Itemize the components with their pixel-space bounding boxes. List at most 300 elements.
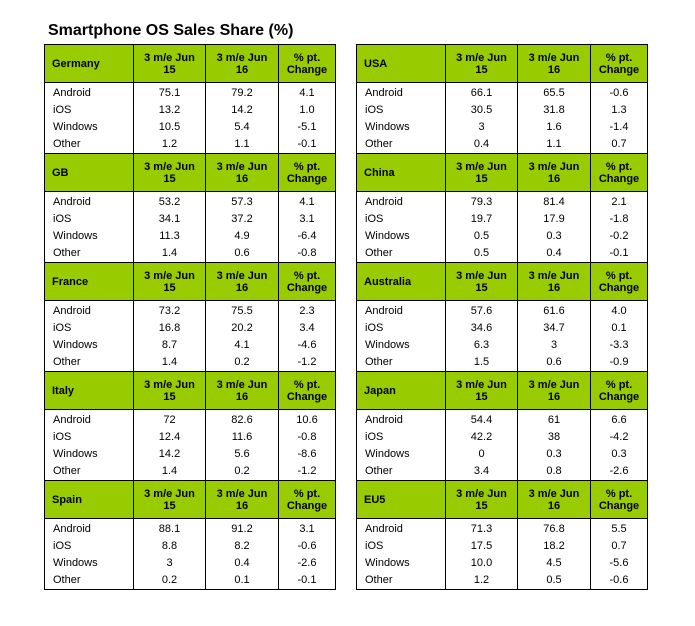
os-name-cell: Android xyxy=(357,83,446,103)
region-header-row xyxy=(45,154,336,192)
region-header-row xyxy=(45,263,336,301)
os-name-cell: Android xyxy=(45,192,134,212)
table-body-right xyxy=(357,45,648,590)
sales-share-table-left xyxy=(44,44,336,590)
column-header-line: 3 m/e Jun xyxy=(528,51,580,64)
os-name-cell: Other xyxy=(357,572,446,590)
column-header-line: 16 xyxy=(547,172,561,185)
value-jun15-cell: 66.1 xyxy=(446,83,518,103)
column-header-line: 3 m/e Jun xyxy=(144,51,195,64)
column-header xyxy=(518,154,591,192)
table-row xyxy=(357,337,648,354)
column-header xyxy=(279,372,336,410)
value-jun15-cell: 19.7 xyxy=(446,211,518,228)
column-header-line: 3 m/e Jun xyxy=(216,160,268,173)
value-jun16-cell: 14.2 xyxy=(206,102,279,119)
os-name-cell: iOS xyxy=(357,211,446,228)
value-jun16-cell: 34.7 xyxy=(518,320,591,337)
value-jun16-cell: 0.2 xyxy=(206,463,279,481)
table-row xyxy=(357,519,648,539)
column-header-line: % pt. xyxy=(293,160,321,173)
column-header-line: 15 xyxy=(163,499,176,512)
value-jun15-cell: 0.5 xyxy=(446,245,518,263)
region-header-row xyxy=(45,481,336,519)
column-header-line: 15 xyxy=(163,390,176,403)
value-jun16-cell: 0.3 xyxy=(518,446,591,463)
value-jun16-cell: 8.2 xyxy=(206,538,279,555)
value-jun16-cell: 0.6 xyxy=(518,354,591,372)
column-header xyxy=(591,481,648,519)
table-body-left xyxy=(45,45,336,590)
column-header-line: % pt. xyxy=(605,487,633,500)
value-jun16-cell: 3 xyxy=(518,337,591,354)
column-header-line: Change xyxy=(598,390,640,403)
change-cell: -0.6 xyxy=(591,572,648,590)
column-header-line: Change xyxy=(598,499,640,512)
column-header xyxy=(134,154,206,192)
change-cell: 3.4 xyxy=(279,320,336,337)
value-jun16-cell: 75.5 xyxy=(206,301,279,321)
change-cell: -0.1 xyxy=(279,136,336,154)
table-row xyxy=(45,337,336,354)
column-header xyxy=(279,481,336,519)
value-jun15-cell: 71.3 xyxy=(446,519,518,539)
table-row xyxy=(45,410,336,430)
os-name-cell: Windows xyxy=(45,555,134,572)
table-row xyxy=(357,463,648,481)
region-label: Spain xyxy=(45,481,134,519)
table-row xyxy=(45,245,336,263)
column-header-line: 3 m/e Jun xyxy=(216,487,268,500)
value-jun16-cell: 11.6 xyxy=(206,429,279,446)
table-row xyxy=(357,211,648,228)
column-header xyxy=(446,263,518,301)
os-name-cell: Other xyxy=(357,245,446,263)
os-name-cell: Windows xyxy=(357,337,446,354)
value-jun16-cell: 4.9 xyxy=(206,228,279,245)
change-cell: -8.6 xyxy=(279,446,336,463)
value-jun15-cell: 75.1 xyxy=(134,83,206,103)
change-cell: -2.6 xyxy=(279,555,336,572)
column-header-line: Change xyxy=(286,390,328,403)
value-jun15-cell: 8.8 xyxy=(134,538,206,555)
change-cell: 1.3 xyxy=(591,102,648,119)
value-jun15-cell: 3.4 xyxy=(446,463,518,481)
os-name-cell: Other xyxy=(45,463,134,481)
column-header xyxy=(134,263,206,301)
table-row xyxy=(45,555,336,572)
column-header-line: 3 m/e Jun xyxy=(456,269,507,282)
region-label: France xyxy=(45,263,134,301)
table-row xyxy=(45,136,336,154)
table-row xyxy=(357,555,648,572)
value-jun16-cell: 0.5 xyxy=(518,572,591,590)
value-jun15-cell: 53.2 xyxy=(134,192,206,212)
value-jun15-cell: 34.1 xyxy=(134,211,206,228)
table-row xyxy=(357,354,648,372)
value-jun16-cell: 18.2 xyxy=(518,538,591,555)
value-jun16-cell: 65.5 xyxy=(518,83,591,103)
value-jun16-cell: 0.4 xyxy=(518,245,591,263)
change-cell: 3.1 xyxy=(279,519,336,539)
value-jun15-cell: 1.4 xyxy=(134,463,206,481)
region-label: GB xyxy=(45,154,134,192)
region-header-row xyxy=(357,263,648,301)
table-row xyxy=(357,446,648,463)
region-label: China xyxy=(357,154,446,192)
column-header-line: % pt. xyxy=(605,378,633,391)
value-jun15-cell: 0.5 xyxy=(446,228,518,245)
change-cell: 1.0 xyxy=(279,102,336,119)
value-jun15-cell: 1.4 xyxy=(134,354,206,372)
column-header-line: 3 m/e Jun xyxy=(456,160,507,173)
column-header-line: 16 xyxy=(235,390,249,403)
column-header xyxy=(279,263,336,301)
change-cell: 4.0 xyxy=(591,301,648,321)
column-header-line: 3 m/e Jun xyxy=(528,160,580,173)
os-name-cell: Windows xyxy=(45,337,134,354)
os-name-cell: Windows xyxy=(357,555,446,572)
os-name-cell: Other xyxy=(45,354,134,372)
column-header xyxy=(591,372,648,410)
region-header-row xyxy=(357,154,648,192)
value-jun15-cell: 13.2 xyxy=(134,102,206,119)
column-header-line: 3 m/e Jun xyxy=(144,160,195,173)
column-header xyxy=(206,263,279,301)
change-cell: -6.4 xyxy=(279,228,336,245)
column-header-line: % pt. xyxy=(605,269,633,282)
column-header-line: 3 m/e Jun xyxy=(144,378,195,391)
change-cell: -0.8 xyxy=(279,429,336,446)
column-header-line: % pt. xyxy=(605,160,633,173)
column-header-line: 15 xyxy=(163,281,176,294)
table-row xyxy=(357,320,648,337)
change-cell: 4.1 xyxy=(279,192,336,212)
region-header-row xyxy=(45,372,336,410)
column-header-line: 3 m/e Jun xyxy=(456,378,507,391)
column-header-line: 3 m/e Jun xyxy=(216,378,268,391)
os-name-cell: Windows xyxy=(45,119,134,136)
change-cell: -0.1 xyxy=(279,572,336,590)
change-cell: 10.6 xyxy=(279,410,336,430)
column-header-line: 16 xyxy=(547,281,561,294)
table-row xyxy=(357,538,648,555)
table-row xyxy=(357,301,648,321)
table-row xyxy=(357,228,648,245)
column-header-line: 3 m/e Jun xyxy=(456,51,507,64)
region-label: Japan xyxy=(357,372,446,410)
change-cell: -2.6 xyxy=(591,463,648,481)
os-name-cell: iOS xyxy=(45,102,134,119)
value-jun16-cell: 0.3 xyxy=(518,228,591,245)
column-header-line: 16 xyxy=(547,63,561,76)
column-header-line: 16 xyxy=(235,63,249,76)
value-jun16-cell: 1.1 xyxy=(206,136,279,154)
column-header xyxy=(446,154,518,192)
value-jun15-cell: 10.5 xyxy=(134,119,206,136)
value-jun15-cell: 0.2 xyxy=(134,572,206,590)
column-header xyxy=(446,45,518,83)
value-jun15-cell: 79.3 xyxy=(446,192,518,212)
change-cell: -0.2 xyxy=(591,228,648,245)
table-row xyxy=(45,320,336,337)
table-row xyxy=(357,572,648,590)
value-jun15-cell: 16.8 xyxy=(134,320,206,337)
value-jun15-cell: 72 xyxy=(134,410,206,430)
value-jun15-cell: 3 xyxy=(134,555,206,572)
column-header-line: Change xyxy=(286,172,328,185)
os-name-cell: Android xyxy=(45,410,134,430)
os-name-cell: Windows xyxy=(357,446,446,463)
change-cell: -4.6 xyxy=(279,337,336,354)
os-name-cell: Other xyxy=(45,572,134,590)
column-header-line: 3 m/e Jun xyxy=(528,269,580,282)
value-jun15-cell: 17.5 xyxy=(446,538,518,555)
table-row xyxy=(357,102,648,119)
table-row xyxy=(45,211,336,228)
value-jun15-cell: 34.6 xyxy=(446,320,518,337)
os-name-cell: Other xyxy=(357,136,446,154)
os-name-cell: iOS xyxy=(357,429,446,446)
column-header-line: 3 m/e Jun xyxy=(144,487,195,500)
os-name-cell: Android xyxy=(357,410,446,430)
value-jun16-cell: 4.1 xyxy=(206,337,279,354)
column-header-line: 15 xyxy=(475,281,488,294)
change-cell: -0.1 xyxy=(591,245,648,263)
column-header-line: 15 xyxy=(475,499,488,512)
change-cell: -4.2 xyxy=(591,429,648,446)
value-jun16-cell: 0.6 xyxy=(206,245,279,263)
change-cell: -0.6 xyxy=(279,538,336,555)
column-header-line: Change xyxy=(598,63,640,76)
column-header xyxy=(279,45,336,83)
column-header-line: % pt. xyxy=(293,51,321,64)
value-jun16-cell: 0.1 xyxy=(206,572,279,590)
value-jun15-cell: 42.2 xyxy=(446,429,518,446)
os-name-cell: Android xyxy=(45,301,134,321)
value-jun16-cell: 0.8 xyxy=(518,463,591,481)
value-jun16-cell: 4.5 xyxy=(518,555,591,572)
value-jun15-cell: 1.4 xyxy=(134,245,206,263)
os-name-cell: Android xyxy=(45,519,134,539)
column-header-line: 3 m/e Jun xyxy=(216,269,268,282)
region-label: Australia xyxy=(357,263,446,301)
column-header xyxy=(591,263,648,301)
table-row xyxy=(45,102,336,119)
column-header-line: Change xyxy=(286,281,328,294)
column-header-line: 15 xyxy=(475,172,488,185)
column-header xyxy=(591,45,648,83)
change-cell: 0.1 xyxy=(591,320,648,337)
table-row xyxy=(357,245,648,263)
table-row xyxy=(45,519,336,539)
column-header-line: 3 m/e Jun xyxy=(216,51,268,64)
value-jun15-cell: 3 xyxy=(446,119,518,136)
os-name-cell: Other xyxy=(357,354,446,372)
value-jun16-cell: 1.1 xyxy=(518,136,591,154)
value-jun15-cell: 57.6 xyxy=(446,301,518,321)
value-jun15-cell: 10.0 xyxy=(446,555,518,572)
region-label: Germany xyxy=(45,45,134,83)
column-header xyxy=(134,481,206,519)
value-jun15-cell: 54.4 xyxy=(446,410,518,430)
value-jun16-cell: 79.2 xyxy=(206,83,279,103)
os-name-cell: Windows xyxy=(357,119,446,136)
column-header xyxy=(134,372,206,410)
change-cell: -1.8 xyxy=(591,211,648,228)
table-row xyxy=(45,354,336,372)
column-header xyxy=(518,481,591,519)
change-cell: -0.8 xyxy=(279,245,336,263)
change-cell: -0.9 xyxy=(591,354,648,372)
change-cell: -5.6 xyxy=(591,555,648,572)
column-header-line: 16 xyxy=(547,390,561,403)
change-cell: -1.2 xyxy=(279,463,336,481)
value-jun15-cell: 1.2 xyxy=(446,572,518,590)
column-header-line: 15 xyxy=(475,63,488,76)
value-jun16-cell: 17.9 xyxy=(518,211,591,228)
os-name-cell: Windows xyxy=(45,446,134,463)
value-jun16-cell: 20.2 xyxy=(206,320,279,337)
os-name-cell: Other xyxy=(45,245,134,263)
value-jun15-cell: 1.5 xyxy=(446,354,518,372)
value-jun16-cell: 61.6 xyxy=(518,301,591,321)
value-jun15-cell: 30.5 xyxy=(446,102,518,119)
change-cell: 4.1 xyxy=(279,83,336,103)
os-name-cell: Android xyxy=(45,83,134,103)
column-header-line: 15 xyxy=(163,172,176,185)
os-name-cell: Android xyxy=(357,519,446,539)
value-jun15-cell: 1.2 xyxy=(134,136,206,154)
column-header-line: 16 xyxy=(235,172,249,185)
column-header-line: % pt. xyxy=(293,378,321,391)
os-name-cell: Android xyxy=(357,301,446,321)
os-name-cell: iOS xyxy=(45,538,134,555)
value-jun16-cell: 1.6 xyxy=(518,119,591,136)
value-jun16-cell: 0.2 xyxy=(206,354,279,372)
region-label: Italy xyxy=(45,372,134,410)
os-name-cell: Other xyxy=(357,463,446,481)
value-jun16-cell: 37.2 xyxy=(206,211,279,228)
region-label: EU5 xyxy=(357,481,446,519)
page-title: Smartphone OS Sales Share (%) xyxy=(48,22,294,39)
value-jun15-cell: 14.2 xyxy=(134,446,206,463)
column-header-line: 16 xyxy=(235,281,249,294)
table-row xyxy=(45,572,336,590)
value-jun15-cell: 12.4 xyxy=(134,429,206,446)
region-header-row xyxy=(357,481,648,519)
change-cell: 6.6 xyxy=(591,410,648,430)
column-header-line: 3 m/e Jun xyxy=(528,487,580,500)
value-jun16-cell: 61 xyxy=(518,410,591,430)
change-cell: -1.2 xyxy=(279,354,336,372)
table-row xyxy=(357,83,648,103)
column-header xyxy=(591,154,648,192)
table-row xyxy=(45,192,336,212)
column-header-line: 3 m/e Jun xyxy=(528,378,580,391)
value-jun15-cell: 0.4 xyxy=(446,136,518,154)
os-name-cell: iOS xyxy=(45,429,134,446)
value-jun16-cell: 76.8 xyxy=(518,519,591,539)
column-header-line: % pt. xyxy=(293,269,321,282)
os-name-cell: Android xyxy=(357,192,446,212)
value-jun15-cell: 6.3 xyxy=(446,337,518,354)
column-header-line: Change xyxy=(598,281,640,294)
change-cell: 0.7 xyxy=(591,538,648,555)
value-jun15-cell: 11.3 xyxy=(134,228,206,245)
table-row xyxy=(45,538,336,555)
table-row xyxy=(357,410,648,430)
column-header-line: Change xyxy=(286,63,328,76)
value-jun16-cell: 81.4 xyxy=(518,192,591,212)
change-cell: -5.1 xyxy=(279,119,336,136)
os-name-cell: Windows xyxy=(45,228,134,245)
change-cell: -0.6 xyxy=(591,83,648,103)
table-row xyxy=(45,83,336,103)
column-header xyxy=(446,481,518,519)
os-name-cell: Windows xyxy=(357,228,446,245)
os-name-cell: iOS xyxy=(357,538,446,555)
change-cell: -3.3 xyxy=(591,337,648,354)
table-row xyxy=(45,429,336,446)
os-name-cell: Other xyxy=(45,136,134,154)
table-row xyxy=(357,119,648,136)
value-jun16-cell: 57.3 xyxy=(206,192,279,212)
region-header-row xyxy=(357,372,648,410)
region-header-row xyxy=(45,45,336,83)
change-cell: 0.7 xyxy=(591,136,648,154)
table-row xyxy=(357,136,648,154)
column-header-line: 3 m/e Jun xyxy=(144,269,195,282)
table-row xyxy=(357,192,648,212)
os-name-cell: iOS xyxy=(45,211,134,228)
table-row xyxy=(45,228,336,245)
column-header xyxy=(446,372,518,410)
table-row xyxy=(45,119,336,136)
column-header-line: 15 xyxy=(163,63,176,76)
column-header xyxy=(518,45,591,83)
table-row xyxy=(45,446,336,463)
column-header xyxy=(279,154,336,192)
value-jun15-cell: 0 xyxy=(446,446,518,463)
os-name-cell: iOS xyxy=(357,320,446,337)
table-row xyxy=(357,429,648,446)
column-header xyxy=(518,372,591,410)
column-header-line: 16 xyxy=(547,499,561,512)
region-header-row xyxy=(357,45,648,83)
value-jun16-cell: 91.2 xyxy=(206,519,279,539)
column-header xyxy=(206,481,279,519)
change-cell: 5.5 xyxy=(591,519,648,539)
value-jun16-cell: 31.8 xyxy=(518,102,591,119)
table-row xyxy=(45,463,336,481)
value-jun16-cell: 38 xyxy=(518,429,591,446)
column-header-line: % pt. xyxy=(293,487,321,500)
column-header xyxy=(206,372,279,410)
region-label: USA xyxy=(357,45,446,83)
change-cell: 2.3 xyxy=(279,301,336,321)
column-header-line: 3 m/e Jun xyxy=(456,487,507,500)
column-header xyxy=(518,263,591,301)
change-cell: 3.1 xyxy=(279,211,336,228)
value-jun16-cell: 5.4 xyxy=(206,119,279,136)
change-cell: 2.1 xyxy=(591,192,648,212)
os-name-cell: iOS xyxy=(45,320,134,337)
column-header-line: % pt. xyxy=(605,51,633,64)
column-header-line: Change xyxy=(286,499,328,512)
value-jun15-cell: 8.7 xyxy=(134,337,206,354)
column-header-line: 16 xyxy=(235,499,249,512)
